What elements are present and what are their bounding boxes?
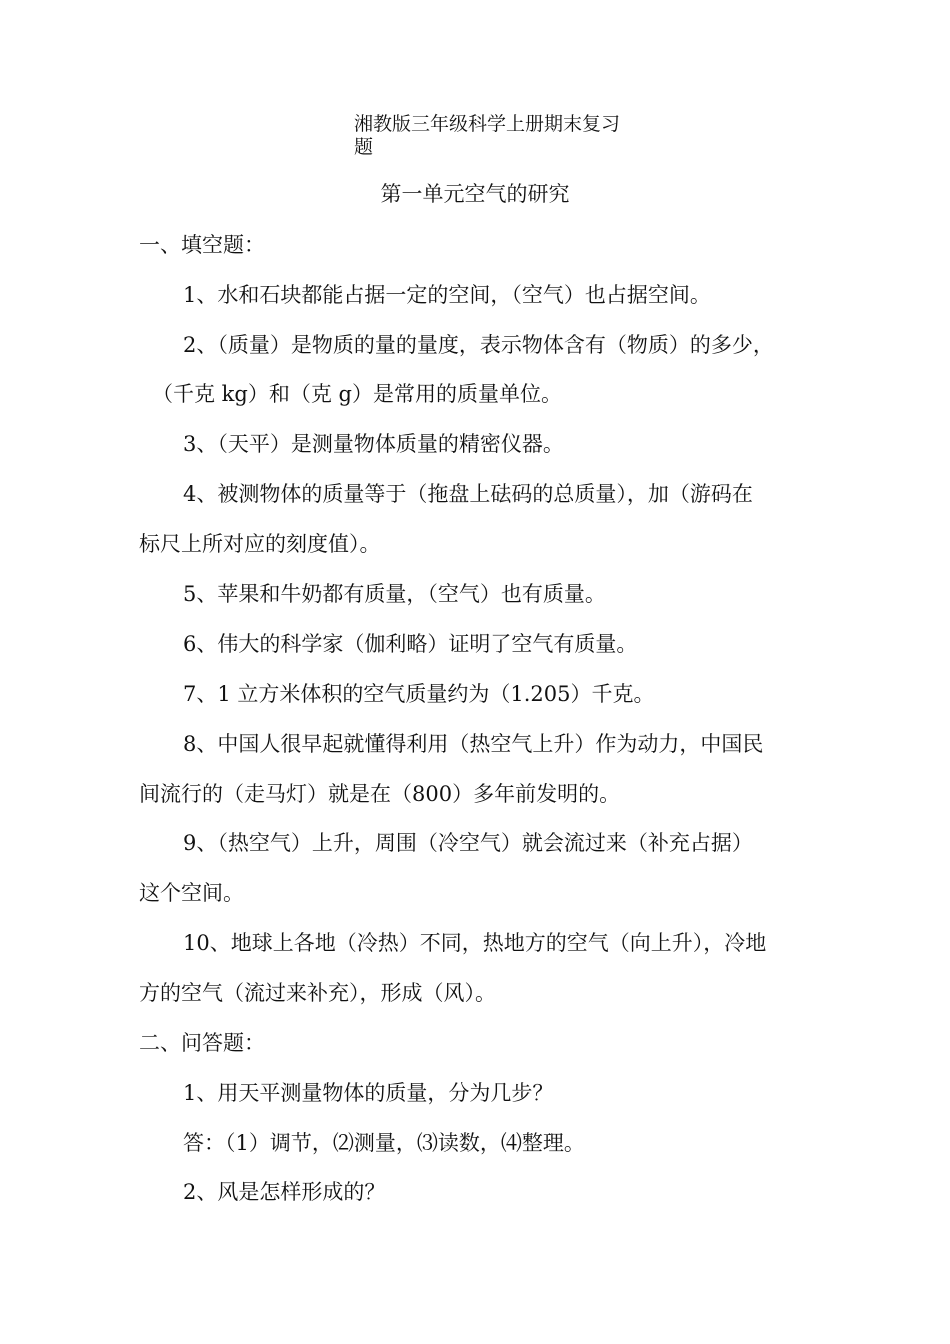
qa-answer-1: 答：（1）调节，⑵测量，⑶读数，⑷整理。 <box>183 1131 585 1155</box>
question-10-line-1: 10、地球上各地（冷热）不同，热地方的空气（向上升），冷地 <box>183 931 767 955</box>
question-2-line-2: （千克 kg）和（克 g）是常用的质量单位。 <box>152 382 562 406</box>
document-title <box>354 113 654 159</box>
question-8-line-1: 8、中国人很早起就懂得利用（热空气上升）作为动力，中国民 <box>183 732 764 756</box>
qa-question-2: 2、风是怎样形成的？ <box>183 1180 386 1204</box>
question-9-line-1: 9、（热空气）上升，周围（冷空气）就会流过来（补充占据） <box>183 831 753 855</box>
qa-question-1: 1、用天平测量物体的质量，分为几步？ <box>183 1081 554 1105</box>
section-heading-fill-in: 一、填空题： <box>139 233 265 257</box>
question-6: 6、伟大的科学家（伽利略）证明了空气有质量。 <box>183 632 638 656</box>
title-line-1: 湘教版三年级科学上册期末复习 <box>354 113 621 135</box>
title-line-2: 题 <box>354 136 374 158</box>
section-heading-qa: 二、问答题： <box>139 1031 265 1055</box>
question-5: 5、苹果和牛奶都有质量，（空气）也有质量。 <box>183 582 606 606</box>
question-1: 1、水和石块都能占据一定的空间，（空气）也占据空间。 <box>183 283 711 307</box>
question-2-line-1: 2、（质量）是物质的量的量度，表示物体含有（物质）的多少， <box>183 333 774 357</box>
question-4-line-2: 标尺上所对应的刻度值）。 <box>139 532 381 556</box>
question-4-line-1: 4、被测物体的质量等于（拖盘上砝码的总质量），加（游码在 <box>183 482 753 506</box>
unit-title: 第一单元空气的研究 <box>380 182 570 206</box>
question-10-line-2: 方的空气（流过来补充），形成（风）。 <box>139 981 496 1005</box>
question-9-line-2: 这个空间。 <box>139 881 244 905</box>
question-8-line-2: 间流行的（走马灯）就是在（800）多年前发明的。 <box>139 782 621 806</box>
question-3: 3、（天平）是测量物体质量的精密仪器。 <box>183 432 564 456</box>
question-7: 7、1 立方米体积的空气质量约为（1.205）千克。 <box>183 682 655 706</box>
